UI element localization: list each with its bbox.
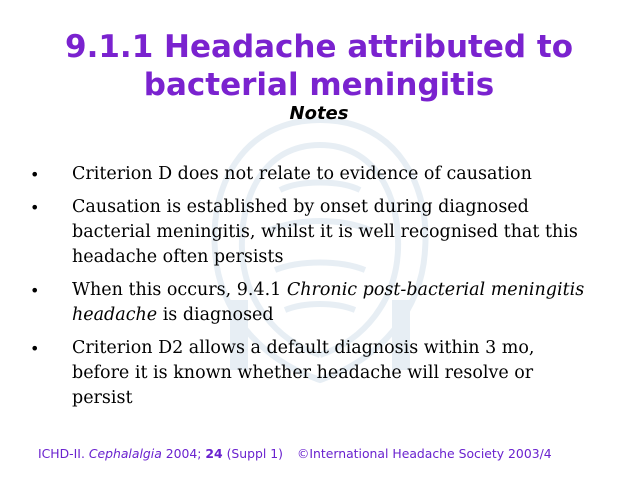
title-line: 9.1.1 Headache attributed to [65, 29, 573, 65]
list-item [28, 278, 588, 328]
bullet-icon: • [30, 339, 40, 358]
note-text: Criterion D2 allows a default diagnosis within 3 mo, before it is known whether headache will resolve or persist [72, 338, 535, 408]
note-text: Criterion D does not relate to evidence of causation [72, 164, 532, 184]
bullet-icon: • [30, 281, 40, 300]
bullet-icon: • [30, 165, 40, 184]
footer-copyright: ©International Headache Society 2003/4 [296, 446, 552, 461]
footer-journal: Cephalalgia [88, 446, 162, 461]
slide-title [0, 28, 638, 104]
list-item [28, 195, 588, 270]
footer [38, 446, 618, 462]
notes-list [28, 162, 588, 419]
bullet-icon: • [30, 198, 40, 217]
note-text-italic: Chronic post-bacterial meningitis headache [72, 280, 585, 325]
note-text-before: When this occurs, 9.4.1 [72, 280, 287, 300]
footer-source-prefix: ICHD-II. [38, 446, 89, 461]
note-text: Causation is established by onset during diagnosed bacterial meningitis, whilst it is well recognised that this headache often persists [72, 197, 578, 267]
note-text-after: is diagnosed [157, 305, 274, 325]
footer-year: 2004; [161, 446, 206, 461]
footer-volume: 24 [205, 446, 223, 461]
list-item [28, 162, 588, 187]
footer-suppl: (Suppl 1) [222, 446, 283, 461]
slide-subtitle: Notes [289, 103, 349, 124]
list-item [28, 336, 588, 411]
title-line: bacterial meningitis [143, 67, 495, 103]
